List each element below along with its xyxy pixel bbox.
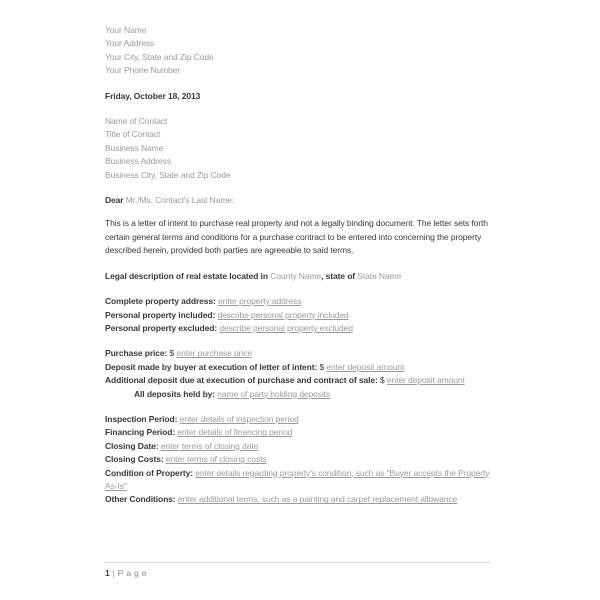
field-label: Personal property included: (105, 309, 216, 320)
field-label: All deposits held by: (134, 388, 216, 399)
state-placeholder[interactable]: State Name (357, 270, 402, 281)
field-row-inspection-period (105, 413, 493, 426)
intro-paragraph: This is a letter of intent to purchase real property and not a legally binding document. The letter sets forth certain general terms and conditions for a purchase contract to be entered into concerning the property described herein, provided both parties are agreeable to said terms. (105, 218, 488, 256)
field-label: Closing Costs: (105, 454, 164, 465)
recipient-business-address[interactable]: Business Address (105, 156, 171, 167)
field-row-purchase-price (105, 347, 493, 360)
field-label: Other Conditions: (105, 494, 176, 505)
field-row-property-address (105, 295, 493, 308)
footer-page-label: Page (117, 568, 150, 578)
legal-label-middle: , state of (321, 270, 356, 281)
field-placeholder[interactable]: enter terms of closing costs (165, 454, 267, 465)
price-fields-block (105, 347, 493, 401)
field-label: Deposit made by buyer at execution of letter of intent: (105, 361, 318, 372)
recipient-business-city-state-zip[interactable]: Business City, State and Zip Code (105, 169, 231, 180)
footer-separator: | (112, 568, 115, 578)
field-label: Condition of Property: (105, 467, 193, 478)
page-number: 1 (105, 568, 110, 578)
field-label: Complete property address: (105, 296, 216, 307)
field-placeholder[interactable]: enter deposit amount (386, 375, 465, 386)
page-footer (105, 562, 490, 580)
recipient-name[interactable]: Name of Contact (105, 116, 168, 127)
field-row-financing-period (105, 426, 493, 439)
sender-name[interactable]: Your Name (105, 25, 147, 35)
letter-date: Friday, October 18, 2013 (105, 90, 201, 101)
field-label: Purchase price: (105, 348, 168, 359)
field-row-condition-of-property (105, 467, 493, 494)
recipient-title[interactable]: Title of Contact (105, 129, 161, 140)
sender-address[interactable]: Your Address (105, 38, 155, 49)
terms-fields-block (105, 413, 493, 507)
county-placeholder[interactable]: County Name (270, 270, 322, 281)
currency-symbol: $ (169, 348, 175, 359)
field-row-other-conditions (105, 493, 493, 506)
sender-phone[interactable]: Your Phone Number (105, 65, 181, 76)
recipient-address-block (105, 115, 493, 182)
legal-description-line (105, 270, 493, 283)
field-placeholder[interactable]: enter deposit amount (326, 361, 405, 372)
salutation-placeholder[interactable]: Mr./Ms. Contact's Last Name: (125, 195, 235, 206)
field-label: Personal property excluded: (105, 322, 218, 333)
field-placeholder[interactable]: enter terms of closing date (160, 440, 259, 451)
field-placeholder[interactable]: enter property address (218, 296, 302, 307)
field-placeholder[interactable]: enter details regarding property's condition, such as "Buyer accepts the Property As-Is" (105, 467, 490, 491)
currency-symbol: $ (379, 375, 385, 386)
salutation-line (105, 194, 493, 207)
field-row-property-excluded (105, 322, 493, 335)
field-row-deposits-held-by (105, 388, 493, 401)
field-row-additional-deposit (105, 374, 493, 387)
field-placeholder[interactable]: describe personal property included (217, 309, 349, 320)
recipient-business-name[interactable]: Business Name (105, 142, 164, 153)
sender-city-state-zip[interactable]: Your City, State and Zip Code (105, 51, 214, 62)
field-placeholder[interactable]: name of party holding deposits (217, 388, 331, 399)
field-label: Closing Date: (105, 440, 159, 451)
field-row-deposit (105, 361, 493, 374)
field-row-closing-date (105, 440, 493, 453)
field-placeholder[interactable]: enter additional terms, such as a painting and carpet replacement allowance (177, 494, 458, 505)
field-placeholder[interactable]: enter details of financing period (177, 427, 293, 438)
field-label: Financing Period: (105, 427, 176, 438)
letter-body (105, 24, 493, 519)
field-row-property-included (105, 309, 493, 322)
field-placeholder[interactable]: describe personal property excluded (219, 322, 353, 333)
field-label: Inspection Period: (105, 413, 178, 424)
field-placeholder[interactable]: enter details of inspection period (179, 413, 299, 424)
salutation-prefix: Dear (105, 195, 124, 206)
field-placeholder[interactable]: enter purchase price (176, 348, 252, 359)
currency-symbol: $ (319, 361, 325, 372)
field-label: Additional deposit due at execution of purchase and contract of sale: (105, 375, 378, 386)
property-fields-block (105, 295, 493, 335)
field-row-closing-costs (105, 453, 493, 466)
legal-label-before: Legal description of real estate located in (105, 270, 268, 281)
sender-address-block (105, 24, 493, 78)
